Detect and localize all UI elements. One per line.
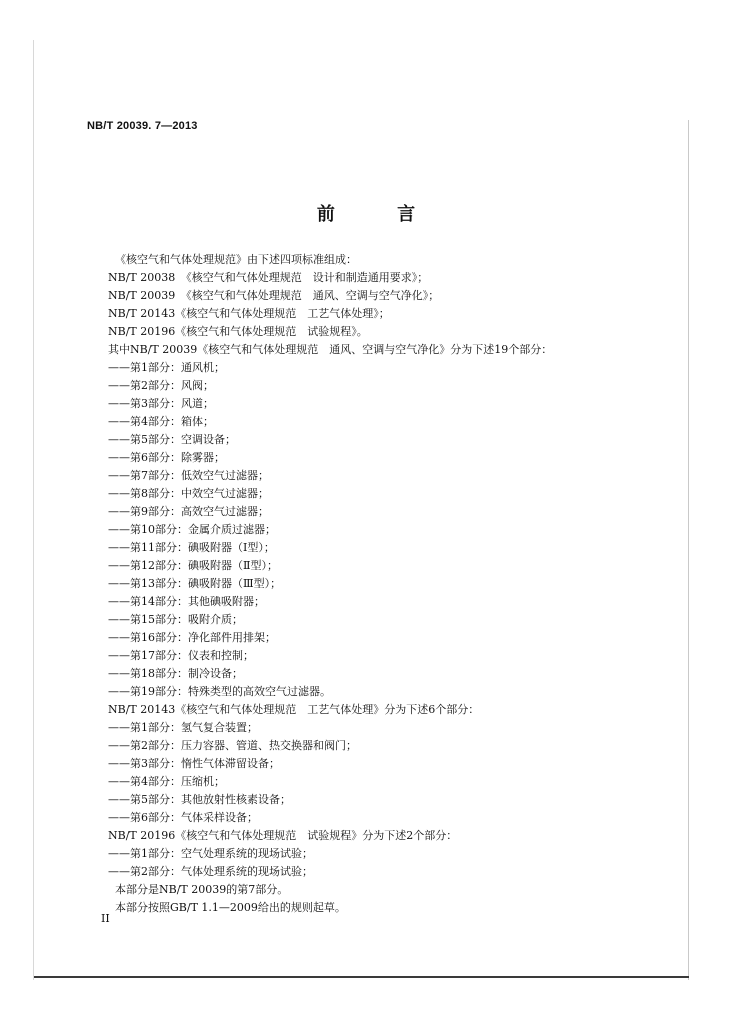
text-line: ——第2部分：压力容器、管道、热交换器和阀门； [108, 739, 357, 752]
page-number: II [101, 912, 110, 925]
text-line: ——第5部分：其他放射性核素设备； [108, 793, 291, 806]
text-line: ——第4部分：压缩机； [108, 775, 225, 788]
text-line: ——第1部分：通风机； [108, 361, 225, 374]
bottom-rule [34, 976, 689, 978]
text-line: 本部分按照GB/T 1.1—2009给出的规则起草。 [115, 901, 346, 914]
text-line: ——第4部分：箱体； [108, 415, 214, 428]
text-line: ——第1部分：空气处理系统的现场试验； [108, 847, 313, 860]
scan-edge-left [33, 40, 34, 980]
text-line: ——第13部分：碘吸附器（Ⅲ型）； [108, 577, 282, 590]
text-line: ——第5部分：空调设备； [108, 433, 236, 446]
standard-code: NB/T 20039. 7—2013 [87, 120, 198, 132]
text-line: ——第17部分：仪表和控制； [108, 649, 254, 662]
text-line: NB/T 20038 《核空气和气体处理规范 设计和制造通用要求》； [108, 271, 429, 284]
text-line: ——第2部分：风阀； [108, 379, 214, 392]
scan-edge-right [688, 120, 689, 980]
text-line: NB/T 20196《核空气和气体处理规范 试验规程》。 [108, 325, 368, 338]
text-line: ——第7部分：低效空气过滤器； [108, 469, 269, 482]
page-title: 前 言 [316, 204, 444, 226]
text-line: ——第9部分：高效空气过滤器； [108, 505, 269, 518]
text-line: ——第3部分：惰性气体滞留设备； [108, 757, 280, 770]
foreword-body [108, 251, 678, 917]
text-line: ——第3部分：风道； [108, 397, 214, 410]
text-line: ——第10部分：金属介质过滤器； [108, 523, 276, 536]
text-line: ——第19部分：特殊类型的高效空气过滤器。 [108, 685, 331, 698]
text-line: ——第8部分：中效空气过滤器； [108, 487, 269, 500]
text-line: 其中NB/T 20039《核空气和气体处理规范 通风、空调与空气净化》分为下述19个部分： [108, 343, 553, 356]
text-line: NB/T 20039 《核空气和气体处理规范 通风、空调与空气净化》； [108, 289, 440, 302]
text-line: ——第1部分：氢气复合装置； [108, 721, 258, 734]
text-line: ——第11部分：碘吸附器（Ⅰ型）； [108, 541, 275, 554]
text-line: ——第15部分：吸附介质； [108, 613, 243, 626]
text-line: ——第6部分：除雾器； [108, 451, 225, 464]
text-line: NB/T 20196《核空气和气体处理规范 试验规程》分为下述2个部分： [108, 829, 458, 842]
text-line: ——第2部分：气体处理系统的现场试验； [108, 865, 313, 878]
text-line: 《核空气和气体处理规范》由下述四项标准组成： [115, 253, 357, 266]
text-line: 本部分是NB/T 20039的第7部分。 [115, 883, 289, 896]
text-line: ——第14部分：其他碘吸附器； [108, 595, 265, 608]
text-line: ——第12部分：碘吸附器（Ⅱ型）； [108, 559, 278, 572]
text-line: NB/T 20143《核空气和气体处理规范 工艺气体处理》； [108, 307, 390, 320]
text-line: ——第6部分：气体采样设备； [108, 811, 258, 824]
text-line: NB/T 20143《核空气和气体处理规范 工艺气体处理》分为下述6个部分： [108, 703, 480, 716]
text-line: ——第16部分：净化部件用排架； [108, 631, 276, 644]
text-line: ——第18部分：制冷设备； [108, 667, 243, 680]
